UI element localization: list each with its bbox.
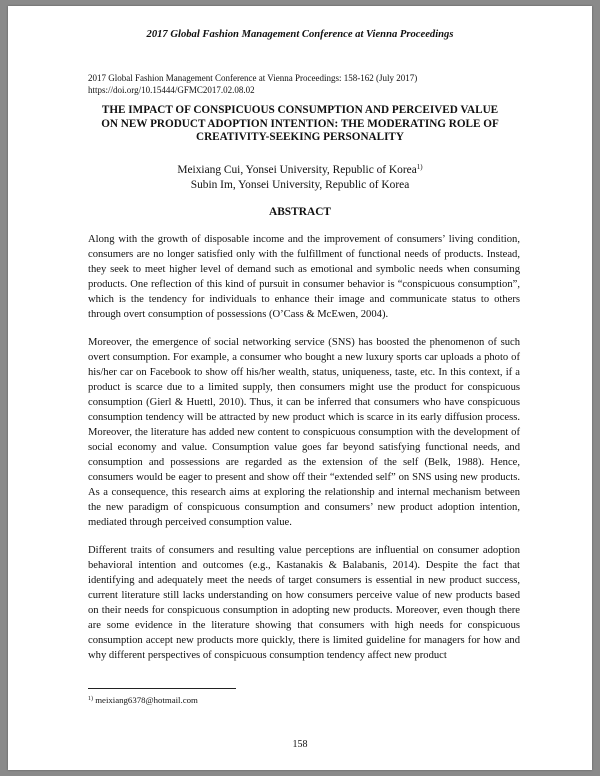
footnote-divider <box>88 688 236 689</box>
author-list <box>8 163 592 193</box>
footnote-email: meixiang6378@hotmail.com <box>93 695 198 705</box>
paragraph: Moreover, the emergence of social networking service (SNS) has boosted the phenomenon of such overt consumption. For example, a consumer who bought a new luxury sports car uploads a photo of his/her car on Facebook to show off his/her wealth, status, uniqueness, taste, etc. In this context, if a product is scarce due to a limited supply, then consumers might use the product for conspicuous consumption (Gierl & Huettl, 2010). Thus, it can be inferred that consumers who have conspicuous consumption tendency will be attracted by new product which is scarce in its early diffusion process. Moreover, the literature has added new content to conspicuous consumption with the development of social economy and value. Consumption value goes far beyond satisfying functional needs, and consumption and possessions are regarded as the extension of the self (Belk, 1988). Hence, consumers would be eager to present and show off their “extended self” on SNS using new products. As a consequence, this research aims at exploring the relationship and internal mechanism between the new paradigm of conspicuous consumption and consumers’ new product adoption intention, mediated through perceived consumption value. <box>88 337 520 528</box>
author-line <box>8 178 592 193</box>
title-line: THE IMPACT OF CONSPICUOUS CONSUMPTION AND PERCEIVED VALUE <box>101 104 499 116</box>
author-line <box>8 163 592 178</box>
citation-block <box>88 73 417 96</box>
page-number: 158 <box>292 739 308 750</box>
running-header: 2017 Global Fashion Management Conference at Vienna Proceedings <box>146 29 454 40</box>
author-affiliation: Meixiang Cui, Yonsei University, Republic of Korea <box>177 164 417 176</box>
paragraph: Along with the growth of disposable income and the improvement of consumers’ living condition, consumers are no longer satisfied only with the fulfillment of functional needs of products. Instead, they seek to meet higher level of demand such as emotional and symbolic needs when consuming products. One reflection of this kind of pursuit in consumer behavior is “conspicuous consumption”, which is the tendency for individuals to enhance their image and communicate status to others through overt consumption of possessions (O’Cass & McEwen, 2004). <box>88 234 520 320</box>
title-line: CREATIVITY-SEEKING PERSONALITY <box>196 131 404 143</box>
footnote-mark: 1) <box>88 696 93 702</box>
title-line: ON NEW PRODUCT ADOPTION INTENTION: THE MODERATING ROLE OF <box>101 117 499 130</box>
doi-link[interactable]: https://doi.org/10.15444/GFMC2017.02.08.02 <box>88 84 255 95</box>
footnote-mark: 1) <box>416 163 423 171</box>
document-page <box>8 6 592 770</box>
author-affiliation: Subin Im, Yonsei University, Republic of Korea <box>190 179 410 191</box>
paragraph: Different traits of consumers and resulting value perceptions are influential on consumer adoption behavioral intention and outcomes (e.g., Kastanakis & Balabanis, 2014). Despite the fact that identifying and adequately meet the needs of target consumers is essential in new product success, current literature still lacks understanding on how consumers perceive value of new products based on their needs for conspicuous consumption in adopting new products. Moreover, even though there are some evidence in the literature showing that consumers with high needs for conspicuous consumption accept new products more quickly, there is limited guideline for managers for how and why different perspectives of conspicuous consumption tendency affect new product <box>88 545 520 661</box>
paper-title <box>68 104 532 145</box>
footnote <box>88 695 198 705</box>
abstract-heading: ABSTRACT <box>268 206 332 218</box>
abstract-body <box>88 232 520 676</box>
citation-line: 2017 Global Fashion Management Conference at Vienna Proceedings: 158-162 (July 2017) <box>88 73 418 83</box>
